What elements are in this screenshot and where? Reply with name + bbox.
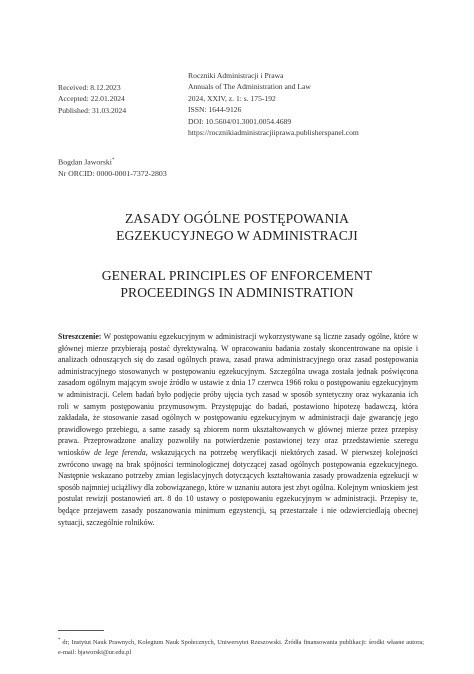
title-english: [40, 267, 434, 301]
abstract: [58, 331, 418, 528]
abstract-text-2: , wskazujących na potrzebę weryfikacji niektórych zasad. W pierwszej kolejności zwrócono uwagę na brak spójności terminologicznej dotyczącej zasad ogólnych postępowania egzekucyjnego. Następnie wskazano potrzeby zmian legislacyjnych dotyczących kształtowania zasady prowadzenia egzekucji w sposób najmniej uciążliwy dla zobowiązanego, które w uznaniu autora jest zbyt ogólna. Kolejnym wnioskiem jest postulat rewizji postanowień art. 8 do 10 ustawy o postępowaniu egzekucyjnym w administracji. Przepisy te, będące przejawem zasady poszanowania minimum egzystencji, są przestarzałe i nie odzwierciedlają obecnej sytuacji, szczególnie rolników.: [58, 447, 418, 527]
journal-url[interactable]: https://rocznikiadministracjiiprawa.publisherspanel.com: [188, 128, 359, 138]
published-date: Published: 31.03.2024: [58, 105, 127, 115]
footnote-divider: [58, 630, 104, 631]
title-polish-line-1: ZASADY OGÓLNE POSTĘPOWANIA: [124, 211, 350, 226]
accepted-date: Accepted: 22.01.2024: [58, 94, 125, 104]
received-date: Received: 8.12.2023: [58, 83, 121, 92]
journal-doi: DOI: 10.5604/01.3001.0054.4689: [188, 116, 292, 126]
footnote-marker: *: [58, 638, 61, 643]
abstract-label: Streszczenie:: [58, 332, 102, 341]
title-polish-line-2: EGZEKUCYJNEGO W ADMINISTRACJI: [116, 228, 358, 243]
title-english-line-2: PROCEEDINGS IN ADMINISTRATION: [120, 285, 354, 300]
journal-issn: ISSN: 1644-9126: [188, 105, 242, 115]
journal-name-pl: Roczniki Administracji i Prawa: [188, 71, 284, 80]
abstract-latin-phrase: de lege ferenda: [94, 447, 146, 457]
footnote-text: dr; Instytut Nauk Prawnych, Kolegium Nauk Społecznych, Uniwersytet Rzeszowski. Źródła finansowania publikacji: środki własne autora; e-mail: bjaworski@ur.edu.pl: [58, 639, 424, 656]
footnote: [58, 636, 424, 657]
author-block: [58, 155, 167, 180]
author-footnote-marker: *: [111, 158, 115, 163]
submission-dates: [58, 82, 126, 116]
title-polish: [40, 210, 434, 244]
journal-info: [188, 70, 359, 138]
journal-volume: 2024, XXIV, z. 1: s. 175-192: [188, 93, 276, 103]
abstract-text-1: W postępowaniu egzekucyjnym w administracji wykorzystywane są liczne zasady ogólne, które w głównej mierze przybierają postać dyrektywalną. W opracowaniu badania zostały skoncentrowane na opisie i analizach odnoszących się do zasad ogólnych prawa, zasad prawa administracyjnego oraz zasad postępowania administracyjnego stosowanych w postępowaniu egzekucyjnym. Szczególna uwaga została jednak poświęcona zasadom ogólnym mającym swoje źródło w ustawie z dnia 17 czerwca 1966 roku o postępowaniu egzekucyjnym w administracji. Celem badań było podjęcie próby ujęcia tych zasad w sposób syntetyczny oraz wykazania ich roli w samym postępowaniu przymusowym. Przystępując do badań, postawiono hipotezę badawczą, która zakładała, że stosowanie zasad ogólnych w postępowaniu egzekucyjnym w administracji daje gwarancję jego prawidłowego przebiegu, a same zasady są zbiorem norm ukształtowanych w głównej mierze przez przepisy prawa. Przeprowadzone analizy pozwoliły na potwierdzenie postawionej tezy oraz przedstawienie szeregu wniosków: [58, 332, 418, 457]
journal-name-en: Annuals of The Administration and Law: [188, 82, 311, 92]
title-english-line-1: GENERAL PRINCIPLES OF ENFORCEMENT: [101, 268, 373, 283]
author-orcid: Nr ORCID: 0000-0001-7372-2803: [58, 169, 167, 179]
author-name: Bogdan Jaworski: [58, 157, 112, 167]
